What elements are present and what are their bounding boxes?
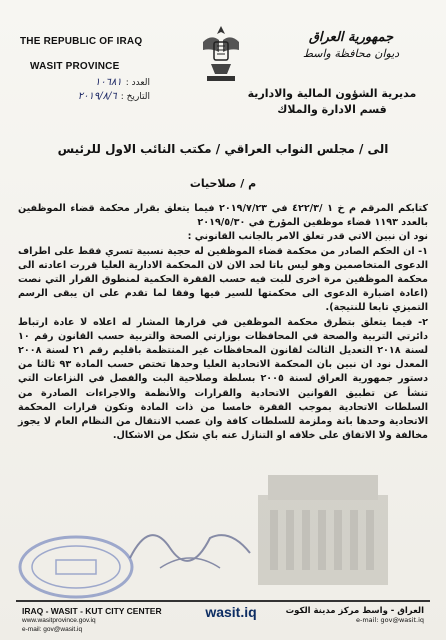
official-stamp	[16, 534, 136, 600]
province-title-en: WASIT PROVINCE	[30, 61, 120, 72]
reference-date-value: ٢٠١٩/٨/٦	[77, 91, 117, 102]
iraq-eagle-emblem-icon	[197, 24, 245, 84]
department-line2: قسم الادارة والملاك	[277, 103, 387, 116]
reference-number-value: ١٠٦٨١	[94, 77, 122, 88]
reference-block	[40, 76, 150, 104]
footer-left-block	[22, 606, 182, 634]
footer-address-ar: العراق - واسط مركز مدينة الكوت	[285, 606, 424, 616]
footer-divider	[16, 600, 430, 602]
header-right-block	[276, 30, 426, 60]
addressee-line: الى / مجلس النواب العراقي / مكتب النائب الاول للرئيس	[57, 142, 389, 156]
reference-date-row	[40, 90, 150, 104]
reference-date-label: التاريخ :	[120, 92, 150, 102]
footer-logo-block	[196, 604, 266, 620]
reference-number-row	[40, 76, 150, 90]
footer-email-ar: e-mail: gov@wasit.iq	[355, 616, 424, 624]
footer-website: www.wasitprovince.gov.iq	[22, 617, 96, 624]
department-block	[242, 86, 422, 118]
signature-mark	[120, 498, 270, 578]
footer-right-block	[274, 606, 424, 625]
wasit-logo: wasit.iq	[205, 604, 257, 620]
province-title-ar: ديوان محافظة واسط	[302, 47, 400, 60]
body-paragraph-intro: كتابكم المرقم م خ ١ /٤٢٢/٣ في ٢٠١٩/٧/٢٣ فيما يتعلق بقرار محكمة قضاء الموظفين بالعدد ١١٩٣ قضاء موظفين المؤرخ في ٢٠١٩/٥/٣٠	[18, 203, 428, 229]
body-paragraph-point-2: ٢- فيما يتعلق بتطرق محكمة الموظفين في قرارها المشار له اعلاه لا عادة ارتباط دائرتي التربية والصحة في المحافظات بوزارتي الصحة والتربية حسب القانون رقم ١٠ لسنة ٢٠١٨ التعديل الثالث لقانون المحافظات غير المنتظمة باقليم رقم ٢١ لسنة ٢٠٠٨ المعدل نود ان نبين بان المحكمة الاتحادية العليا وحدها تختص حسب المادة ٩٣ ثالثا من دستور جمهورية العراق لسنة ٢٠٠٥ بسلطة وصلاحية البت والفصل في النزاعات التي تنشأ عن تطبيق القوانين الاتحادية والقرارات والأنظمة والاجراءات الصادرة من السلطات الاتحادية بموجب الفقرة خامسا من ذات المادة وتكون قرارات المحكمة الاتحادية وحدها باتة وملزمة للسلطات كافة وان عصب الانتقال من النظام العام لا يجوز مخالفة ولا الاتفاق على خلافه او التنازل عنه باي شكل من الاشكال.	[18, 316, 428, 442]
footer-address-en: IRAQ - WASIT - KUT CITY CENTER	[22, 606, 162, 616]
reference-number-label: العدد :	[125, 78, 150, 88]
subject-line: م / صلاحيات	[189, 177, 257, 190]
department-line1: مديرية الشؤون المالية والادارية	[247, 87, 417, 100]
republic-title-ar: جمهورية العراق	[308, 30, 394, 45]
body-paragraph-note: نود ان نبين الاتي قدر تعلق الامر بالجانب القانوني :	[187, 231, 428, 243]
body-paragraph-point-1: ١- ان الحكم الصادر من محكمة قضاء الموظفين له حجية نسبية تسري فقط على اطراف الدعوى المتخاصمين وهو ليس باتا لحد الان لان المحكمة الادارية العليا قررت اعادته الى محكمة الموظفين مرة اخرى للبت فيه حسب الفقرة الحكمية لمنطوق القرار التي نصت (اعادة اضبارة الدعوى الى محكمتها للسير فيها وفقا لما تقدم على ان يبقى الرسم التميزي تابعا للنتيجة).	[18, 245, 428, 314]
letter-body	[18, 202, 428, 443]
footer-email-en: e-mail: gov@wasit.iq	[22, 626, 83, 633]
republic-title-en: THE REPUBLIC OF IRAQ	[20, 36, 143, 47]
header-left-block	[20, 36, 180, 72]
